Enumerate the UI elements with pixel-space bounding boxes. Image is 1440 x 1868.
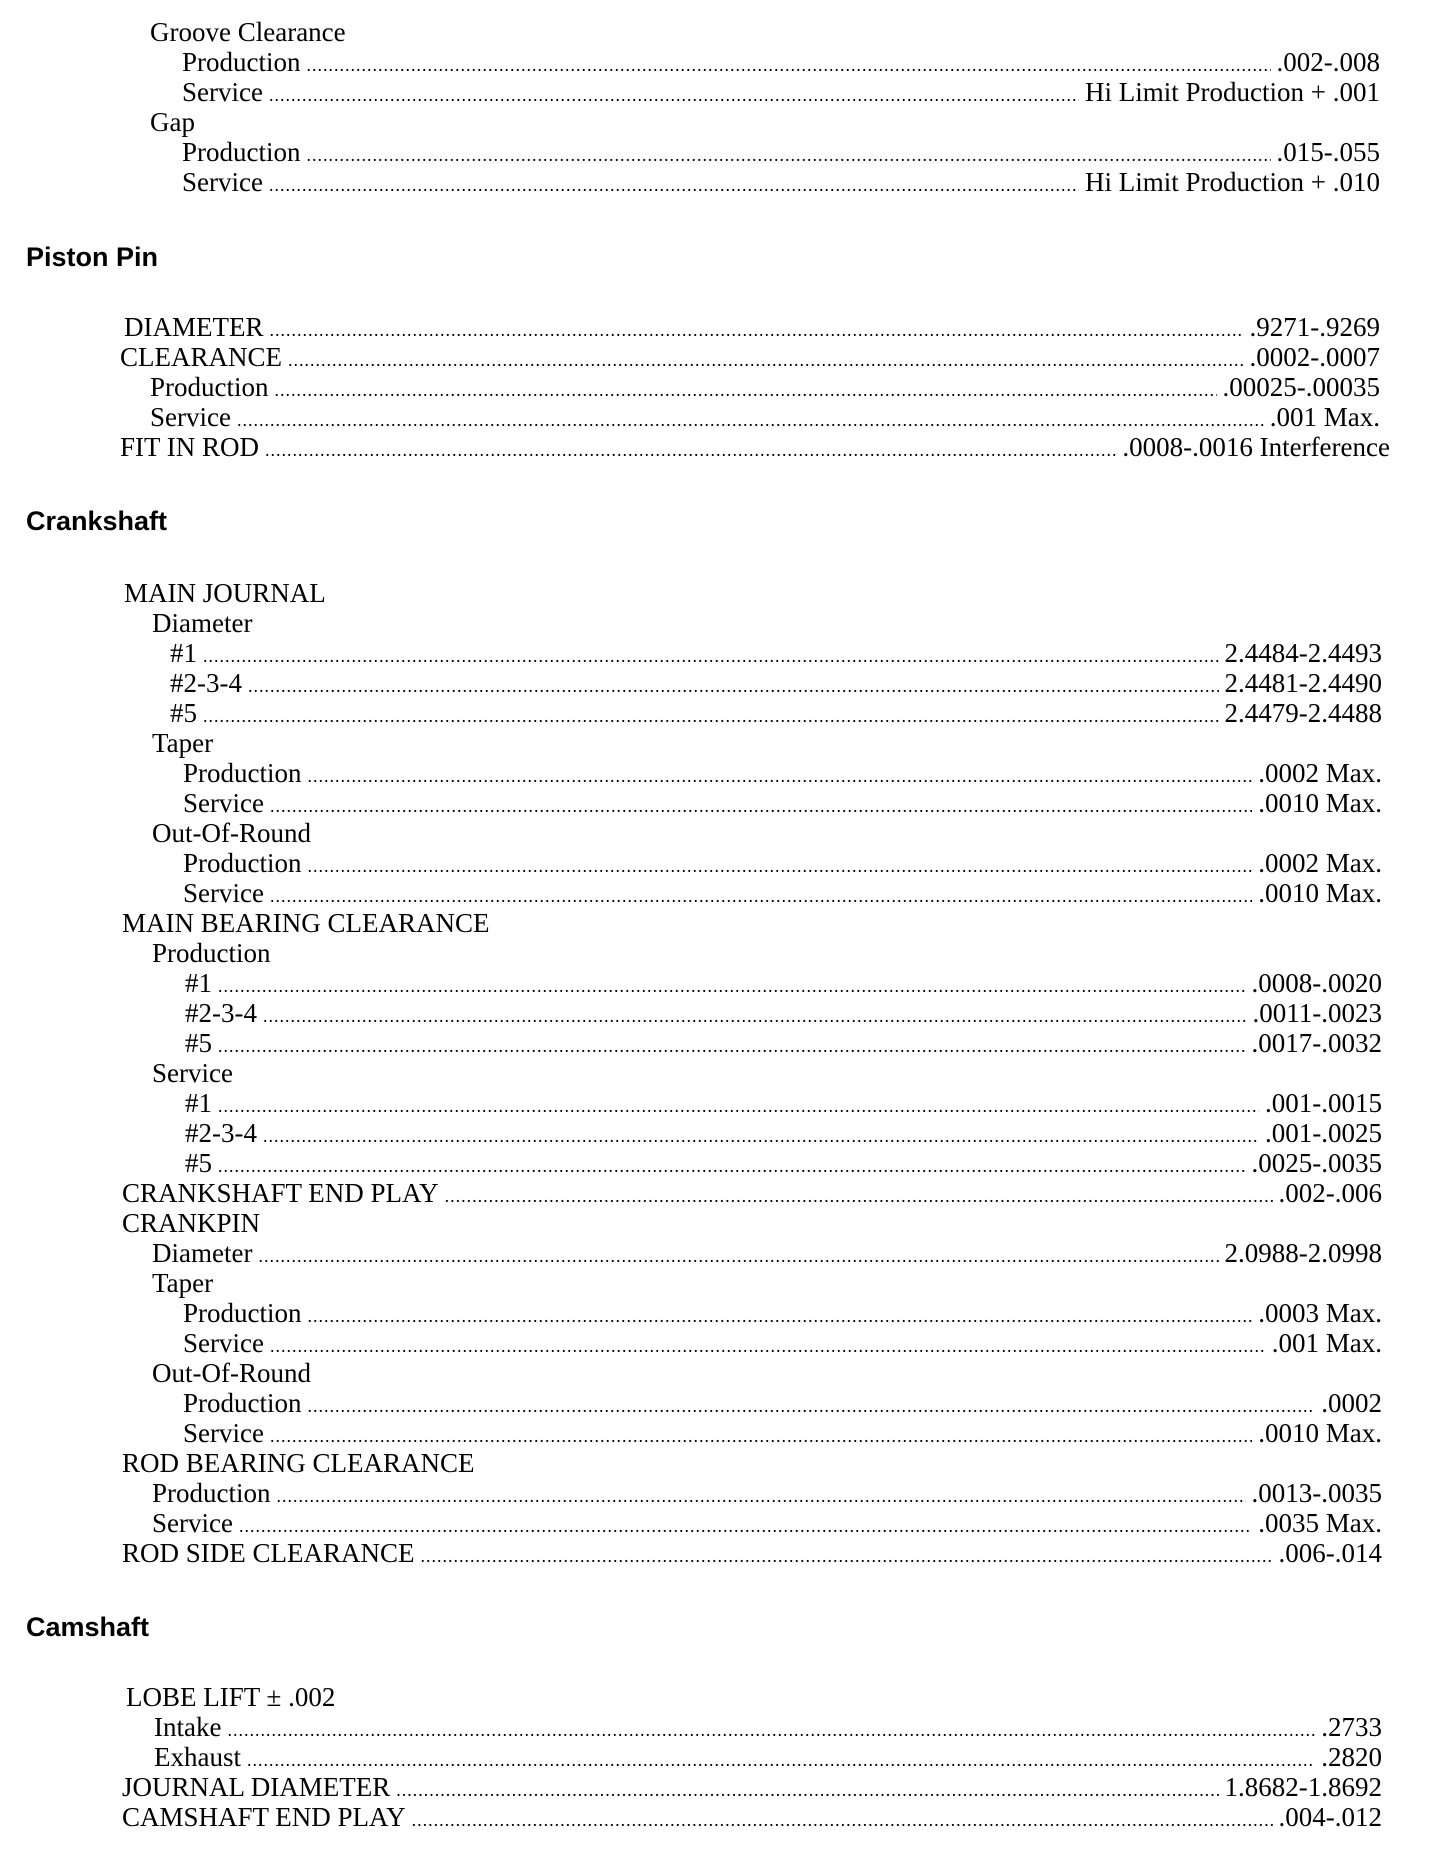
leader-dots	[258, 1241, 1218, 1271]
production-subtitle: Production	[152, 938, 271, 968]
spec-row	[124, 312, 1380, 342]
spec-label: #5	[185, 1028, 212, 1058]
spec-row	[122, 1538, 1382, 1568]
spec-value: 1.8682-1.8692	[1224, 1772, 1382, 1802]
spec-row	[182, 77, 1380, 107]
spec-row	[154, 1742, 1382, 1772]
service-subtitle: Service	[152, 1058, 233, 1088]
spec-label: ROD SIDE CLEARANCE	[122, 1538, 415, 1568]
spec-value: .0010 Max.	[1258, 1418, 1382, 1448]
spec-label: Service	[183, 1418, 264, 1448]
spec-value: .0013-.0035	[1251, 1478, 1382, 1508]
spec-value: .0025-.0035	[1251, 1148, 1382, 1178]
spec-value: .0011-.0023	[1252, 998, 1382, 1028]
crankpin-taper-subtitle: Taper	[152, 1268, 214, 1298]
spec-label: FIT IN ROD	[120, 432, 260, 462]
leader-dots	[203, 641, 1219, 671]
spec-label: Production	[183, 758, 302, 788]
spec-label: Service	[183, 1328, 264, 1358]
spec-row	[120, 432, 1390, 462]
gap-title: Gap	[150, 107, 195, 137]
spec-row	[182, 47, 1380, 77]
spec-label: #5	[185, 1148, 212, 1178]
spec-value: .0010 Max.	[1258, 788, 1382, 818]
spec-row	[152, 1478, 1382, 1508]
spec-row	[150, 372, 1380, 402]
leader-dots	[239, 1511, 1252, 1541]
spec-row	[170, 698, 1382, 728]
spec-label: #1	[185, 968, 212, 998]
spec-label: #2-3-4	[170, 668, 242, 698]
spec-row	[170, 638, 1382, 668]
leader-dots	[247, 1745, 1315, 1775]
leader-dots	[227, 1715, 1315, 1745]
section-heading-piston-pin: Piston Pin	[26, 242, 159, 272]
leader-dots	[308, 1301, 1253, 1331]
spec-row	[122, 1802, 1382, 1832]
spec-value: 2.4481-2.4490	[1224, 668, 1382, 698]
spec-label: CAMSHAFT END PLAY	[122, 1802, 406, 1832]
spec-label: #5	[170, 698, 197, 728]
leader-dots	[263, 1001, 1247, 1031]
main-bearing-title: MAIN BEARING CLEARANCE	[122, 908, 490, 938]
spec-value: .001-.0015	[1265, 1088, 1382, 1118]
leader-dots	[277, 1481, 1246, 1511]
spec-row	[183, 788, 1382, 818]
leader-dots	[270, 1421, 1252, 1451]
spec-label: Production	[183, 848, 302, 878]
out-of-round-subtitle: Out-Of-Round	[152, 818, 311, 848]
leader-dots	[288, 345, 1244, 375]
crankpin-title: CRANKPIN	[122, 1208, 261, 1238]
spec-row	[183, 848, 1382, 878]
spec-value: .2820	[1321, 1742, 1382, 1772]
spec-label: Production	[150, 372, 269, 402]
spec-row	[182, 137, 1380, 167]
spec-value: .002-.006	[1278, 1178, 1382, 1208]
leader-dots	[412, 1805, 1273, 1835]
spec-value: .0008-.0020	[1251, 968, 1382, 998]
spec-row	[182, 167, 1380, 197]
leader-dots	[263, 1121, 1259, 1151]
spec-value: .0008-.0016 Interference	[1122, 432, 1390, 462]
spec-value: .2733	[1321, 1712, 1382, 1742]
leader-dots	[248, 671, 1219, 701]
groove-clearance-title: Groove Clearance	[150, 17, 346, 47]
spec-row	[183, 1328, 1382, 1358]
spec-value: 2.0988-2.0998	[1224, 1238, 1382, 1268]
leader-dots	[218, 1031, 1246, 1061]
spec-label: Production	[183, 1388, 302, 1418]
spec-label: #1	[185, 1088, 212, 1118]
spec-value: .006-.014	[1278, 1538, 1382, 1568]
leader-dots	[269, 80, 1079, 110]
leader-dots	[396, 1775, 1218, 1805]
spec-label: Exhaust	[154, 1742, 241, 1772]
spec-label: Diameter	[152, 1238, 253, 1268]
spec-value: .0017-.0032	[1251, 1028, 1382, 1058]
spec-value: .0010 Max.	[1258, 878, 1382, 908]
spec-row	[183, 1388, 1382, 1418]
spec-value: .0002 Max.	[1258, 848, 1382, 878]
spec-label: Service	[182, 167, 263, 197]
spec-row	[183, 1418, 1382, 1448]
spec-value: .9271-.9269	[1249, 312, 1380, 342]
spec-value: .0002	[1321, 1388, 1382, 1418]
spec-label: Service	[150, 402, 231, 432]
spec-row	[185, 968, 1382, 998]
spec-row	[185, 1088, 1382, 1118]
spec-value: .001 Max.	[1271, 1328, 1382, 1358]
leader-dots	[307, 140, 1271, 170]
spec-row	[154, 1712, 1382, 1742]
spec-value: .002-.008	[1276, 47, 1380, 77]
spec-value: .0002-.0007	[1249, 342, 1380, 372]
main-journal-title: MAIN JOURNAL	[124, 578, 326, 608]
section-heading-crankshaft: Crankshaft	[26, 506, 168, 536]
spec-row	[185, 1118, 1382, 1148]
spec-row	[152, 1238, 1382, 1268]
spec-label: #2-3-4	[185, 998, 257, 1028]
crankpin-oor-subtitle: Out-Of-Round	[152, 1358, 311, 1388]
leader-dots	[275, 375, 1217, 405]
spec-label: Service	[183, 788, 264, 818]
spec-row	[150, 402, 1380, 432]
leader-dots	[307, 50, 1271, 80]
leader-dots	[421, 1541, 1273, 1571]
rod-bearing-title: ROD BEARING CLEARANCE	[122, 1448, 475, 1478]
spec-label: Service	[183, 878, 264, 908]
spec-value: .0003 Max.	[1258, 1298, 1382, 1328]
leader-dots	[270, 881, 1252, 911]
spec-row	[185, 998, 1382, 1028]
spec-label: Production	[152, 1478, 271, 1508]
leader-dots	[308, 1391, 1316, 1421]
spec-label: CLEARANCE	[120, 342, 282, 372]
spec-value: Hi Limit Production + .001	[1085, 77, 1380, 107]
leader-dots	[218, 971, 1246, 1001]
spec-row	[170, 668, 1382, 698]
leader-dots	[265, 435, 1116, 465]
spec-row	[185, 1028, 1382, 1058]
spec-value: .0035 Max.	[1258, 1508, 1382, 1538]
spec-value: Hi Limit Production + .010	[1085, 167, 1380, 197]
spec-row	[122, 1772, 1382, 1802]
spec-label: DIAMETER	[124, 312, 264, 342]
spec-label: #2-3-4	[185, 1118, 257, 1148]
spec-value: .001-.0025	[1265, 1118, 1382, 1148]
spec-label: Production	[182, 47, 301, 77]
section-heading-camshaft: Camshaft	[26, 1612, 150, 1642]
spec-label: #1	[170, 638, 197, 668]
leader-dots	[270, 791, 1252, 821]
spec-label: Production	[183, 1298, 302, 1328]
leader-dots	[270, 1331, 1266, 1361]
spec-row	[183, 878, 1382, 908]
leader-dots	[218, 1091, 1259, 1121]
lobe-lift-title: LOBE LIFT ± .002	[126, 1682, 336, 1712]
leader-dots	[237, 405, 1264, 435]
spec-value: .001 Max.	[1269, 402, 1380, 432]
spec-value: .004-.012	[1278, 1802, 1382, 1832]
leader-dots	[445, 1181, 1273, 1211]
leader-dots	[308, 851, 1253, 881]
leader-dots	[269, 315, 1243, 345]
taper-subtitle: Taper	[152, 728, 214, 758]
leader-dots	[218, 1151, 1246, 1181]
spec-row	[152, 1508, 1382, 1538]
spec-value: 2.4484-2.4493	[1224, 638, 1382, 668]
spec-row	[183, 758, 1382, 788]
spec-value: 2.4479-2.4488	[1224, 698, 1382, 728]
spec-value: .00025-.00035	[1222, 372, 1380, 402]
spec-label: Production	[182, 137, 301, 167]
spec-value: .015-.055	[1276, 137, 1380, 167]
spec-label: Service	[152, 1508, 233, 1538]
spec-value: .0002 Max.	[1258, 758, 1382, 788]
leader-dots	[269, 170, 1079, 200]
diameter-subtitle: Diameter	[152, 608, 253, 638]
spec-label: JOURNAL DIAMETER	[122, 1772, 391, 1802]
spec-label: Intake	[154, 1712, 222, 1742]
spec-row	[122, 1178, 1382, 1208]
spec-label: CRANKSHAFT END PLAY	[122, 1178, 439, 1208]
leader-dots	[308, 761, 1253, 791]
spec-row	[183, 1298, 1382, 1328]
spec-row	[185, 1148, 1382, 1178]
spec-label: Service	[182, 77, 263, 107]
spec-row	[120, 342, 1380, 372]
leader-dots	[203, 701, 1219, 731]
